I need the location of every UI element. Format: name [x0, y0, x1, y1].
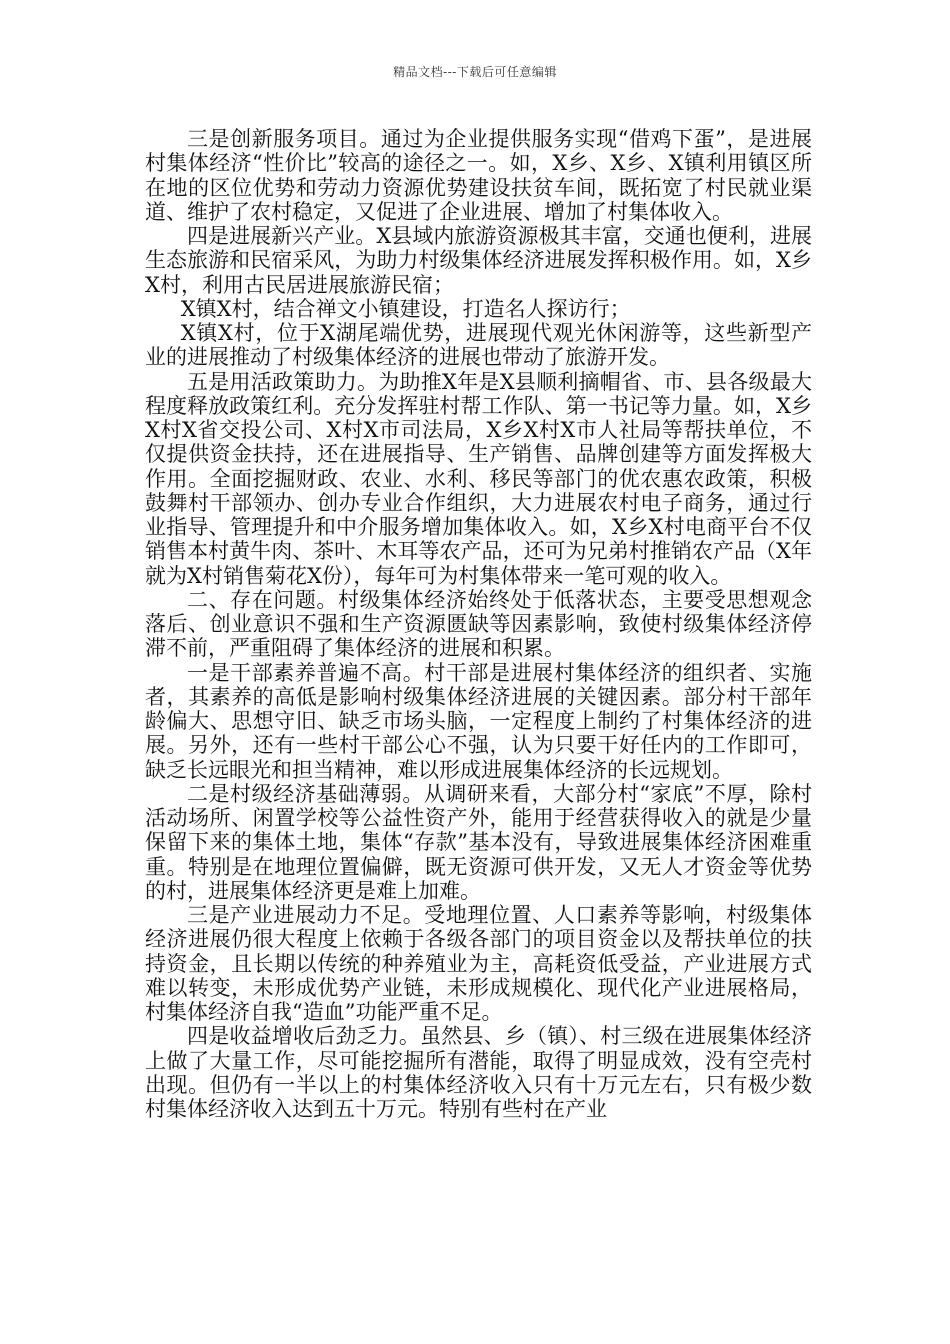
paragraph-weak-foundation: 二是村级经济基础薄弱。从调研来看，大部分村“家底”不厚，除村活动场所、闲置学校等公益性资产外，能用于经营获得收入的就是少量保留下来的集体土地，集体“存款”基本没有，导致进展集体经济困难重重。特别是在地理位置偏僻，既无资源可供开发，又无人才资金等优势的村，进展集体经济更是难上加难。 [145, 781, 812, 903]
paragraph-existing-problems: 二、存在问题。村级集体经济始终处于低落状态，主要受思想观念落后、创业意识不强和生产资源匮缺等因素影响，致使村级集体经济停滞不前，严重阻碍了集体经济的进展和积累。 [145, 587, 812, 661]
paragraph-policy-support: 五是用活政策助力。为助推X年是X县顺利摘帽省、市、县各级最大程度释放政策红利。充分发挥驻村帮工作队、第一书记等力量。如，X乡X村X省交投公司、X村X市司法局，X乡X村X市人社局等帮扶单位，不仅提供资金扶持，还在进展指导、生产销售、品牌创建等方面发挥极大作用。全面挖掘财政、农业、水利、移民等部门的优农惠农政策，积极鼓舞村干部领办、创办专业合作组织，大力进展农村电子商务，通过行业指导、管理提升和中介服务增加集体收入。如，X乡X村电商平台不仅销售本村黄牛肉、茶叶、木耳等农产品，还可为兄弟村推销农产品（X年就为X村销售菊花X份），每年可为村集体带来一笔可观的收入。 [145, 369, 812, 588]
paragraph-industry-momentum: 三是产业进展动力不足。受地理位置、人口素养等影响，村级集体经济进展仍很大程度上依赖于各级各部门的项目资金以及帮扶单位的扶持资金，且长期以传统的种养殖业为主，高耗资低受益，产业进展方式难以转变，未形成优势产业链，未形成规模化、现代化产业进展格局，村集体经济自我“造血”功能严重不足。 [145, 903, 812, 1024]
paragraph-innovative-services: 三是创新服务项目。通过为企业提供服务实现“借鸡下蛋”，是进展村集体经济“性价比”较高的途径之一。如，X乡、X乡、X镇利用镇区所在地的区位优势和劳动力资源优势建设扶贫车间，既拓宽了村民就业渠道、维护了农村稳定，又促进了企业进展、增加了村集体收入。 [145, 127, 812, 224]
document-body [145, 127, 812, 1121]
paragraph-income-growth: 四是收益增收后劲乏力。虽然县、乡（镇）、村三级在进展集体经济上做了大量工作，尽可能挖掘所有潜能，取得了明显成效，没有空壳村出现。但仍有一半以上的村集体经济收入只有十万元左右，只有极少数村集体经济收入达到五十万元。特别有些村在产业 [145, 1024, 812, 1121]
paragraph-village-lake-tourism: X镇X村，位于X湖尾端优势，进展现代观光休闲游等，这些新型产业的进展推动了村级集体经济的进展也带动了旅游开发。 [145, 321, 812, 370]
paragraph-emerging-industries: 四是进展新兴产业。X县域内旅游资源极其丰富，交通也便利，进展生态旅游和民宿采风，为助力村级集体经济进展发挥积极作用。如，X乡X村，利用古民居进展旅游民宿； [145, 224, 812, 297]
paragraph-village-celebrity-tour: X镇X村，结合禅文小镇建设，打造名人探访行； [180, 296, 631, 321]
paragraph-cadre-quality: 一是干部素养普遍不高。村干部是进展村集体经济的组织者、实施者，其素养的高低是影响村级集体经济进展的关键因素。部分村干部年龄偏大、思想守旧、缺乏市场头脑，一定程度上制约了村集体经济的进展。另外，还有一些村干部公心不强，认为只要干好任内的工作即可，缺乏长远眼光和担当精神，难以形成进展集体经济的长远规划。 [145, 660, 812, 782]
page-header: 精品文档---下载后可任意编辑 [393, 65, 557, 79]
